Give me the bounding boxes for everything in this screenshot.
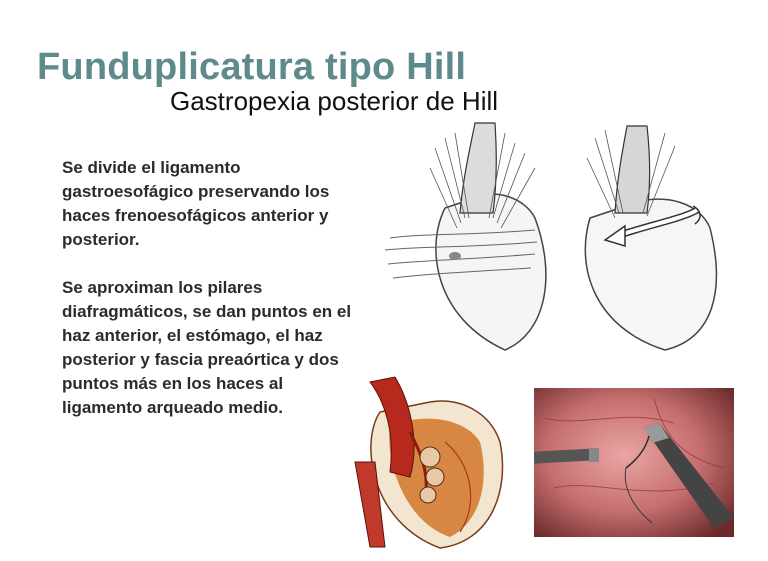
slide-title: Funduplicatura tipo Hill	[37, 46, 467, 88]
anatomical-color-illustration	[350, 372, 515, 552]
laparoscopic-photo	[534, 388, 734, 537]
surgical-drawing-rotation	[575, 118, 755, 358]
surgical-drawing-sutures	[385, 118, 560, 358]
paragraph-1: Se divide el ligamento gastroesofágico preservando los haces frenoesofágicos anterior y posterior.	[62, 158, 330, 249]
body-text	[62, 156, 367, 444]
paragraph-2: Se aproximan los pilares diafragmáticos, se dan puntos en el haz anterior, el estómago, el haz posterior y fascia preaórtica y dos puntos más en los haces al ligamento arqueado medio.	[62, 278, 352, 417]
slide-subtitle: Gastropexia posterior de Hill	[170, 86, 499, 116]
